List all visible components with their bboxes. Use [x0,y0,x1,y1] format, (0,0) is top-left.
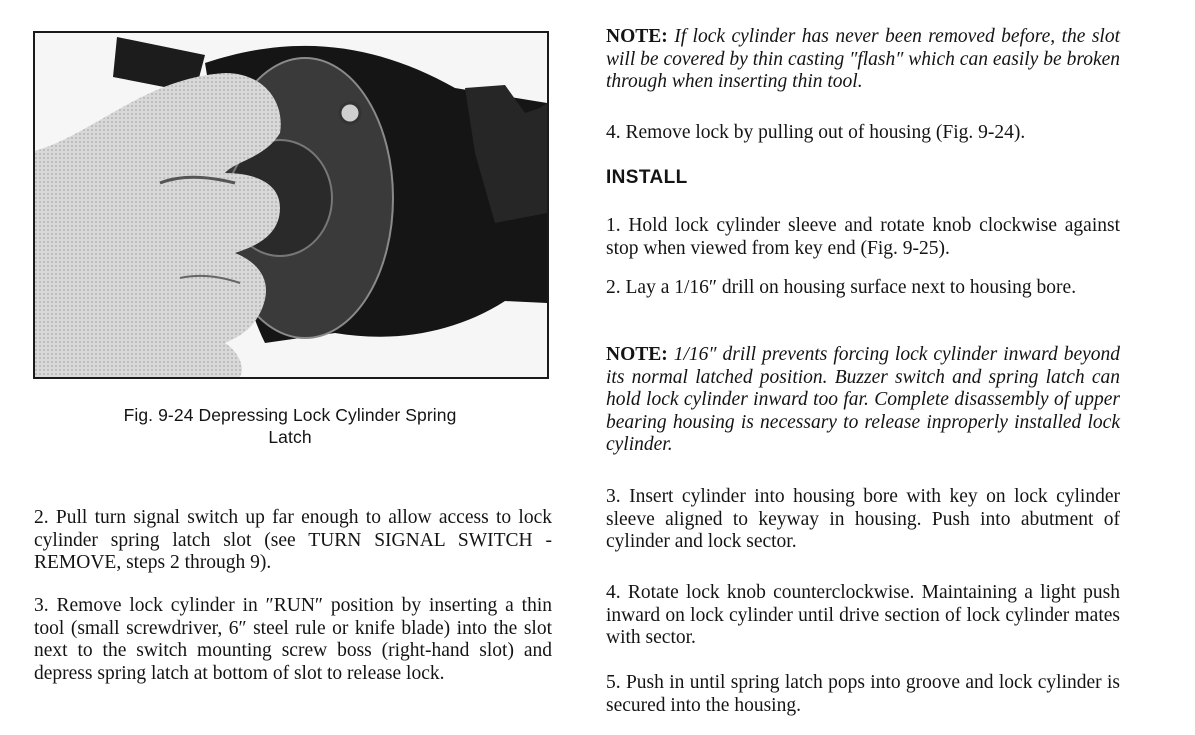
install-heading: INSTALL [606,167,688,188]
figure-caption-line1: Fig. 9-24 Depressing Lock Cylinder Spring [123,405,457,425]
install-step-5: 5. Push in until spring latch pops into groove and lock cylinder is secured into the housing. [606,672,1120,716]
remove-step-4: 4. Remove lock by pulling out of housing (Fig. 9-24). [606,122,1026,143]
switch-mounting-screw-boss [340,103,360,123]
note-text: 1/16″ drill prevents forcing lock cylinder inward beyond its normal latched position. Buzzer switch and spring latch can hold lock cylinder inward too far. Complete disassembly of upper bearing housing is necessary to release inproperly installed lock cylinder. [606,344,1121,456]
install-step-3: 3. Insert cylinder into housing bore with key on lock cylinder sleeve aligned to keyway in housing. Push into abutment of cylinder and lock sector. [606,486,1120,553]
install-step-4: 4. Rotate lock knob counterclockwise. Maintaining a light push inward on lock cylinder until drive section of lock cylinder mates with sector. [606,582,1120,649]
remove-step-2: 2. Pull turn signal switch up far enough to allow access to lock cylinder spring latch slot (see TURN SIGNAL SWITCH - REMOVE, steps 2 through 9). [34,507,552,574]
figure-caption [40,404,540,448]
lock-cylinder-photo-illustration [35,33,547,377]
note-drill [606,344,1120,457]
note-label: NOTE: [606,344,668,365]
install-step-2: 2. Lay a 1/16″ drill on housing surface next to housing bore. [606,277,1077,298]
remove-step-3: 3. Remove lock cylinder in ″RUN″ position by inserting a thin tool (small screwdriver, 6″ steel rule or knife blade) into the slot next to the switch mounting screw boss (right-hand slot) and depress spring latch at bottom of slot to release lock. [34,595,552,684]
figure-9-24-photo [33,31,549,379]
note-label: NOTE: [606,26,668,47]
figure-caption-line2: Latch [268,427,312,447]
note-text: If lock cylinder has never been removed before, the slot will be covered by thin casting ″flash″ which can easily be broken through when inserting thin tool. [606,26,1120,93]
note-casting-flash [606,26,1120,94]
install-step-1: 1. Hold lock cylinder sleeve and rotate knob clockwise against stop when viewed from key end (Fig. 9-25). [606,215,1120,259]
